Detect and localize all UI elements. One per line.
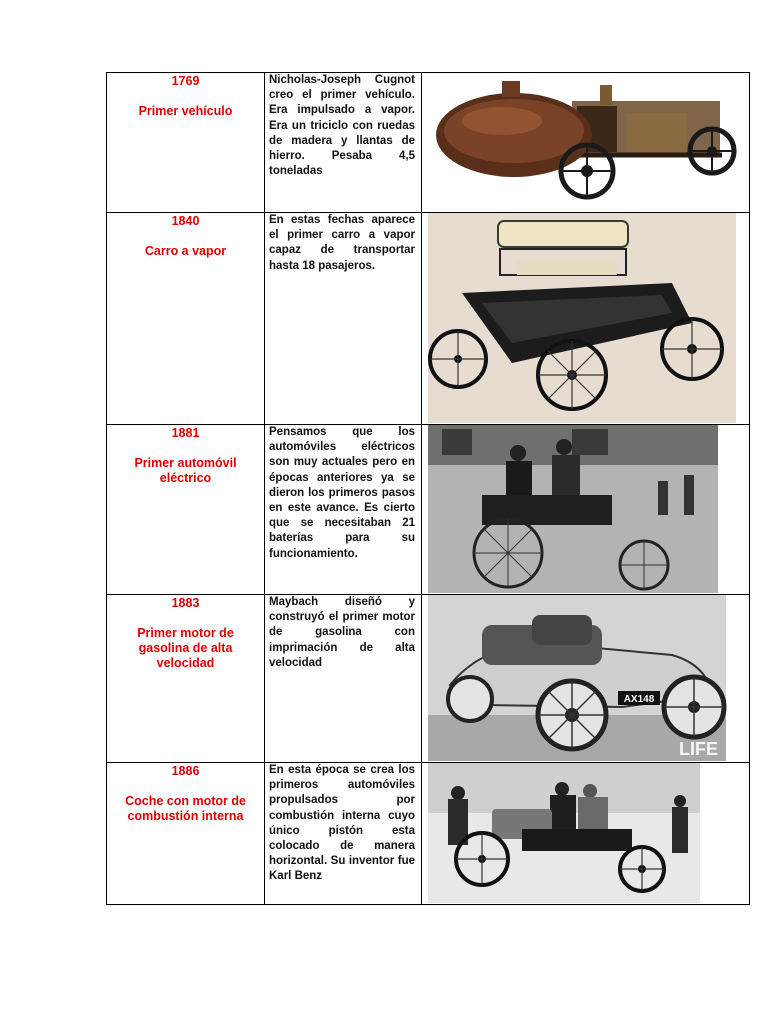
description-cell	[265, 595, 422, 763]
row-description: En esta época se crea los primeros automóviles propulsados por combustión interna cuyo único pistón esta colocado de manera horizontal. Su inventor fue Karl Benz	[269, 764, 415, 883]
row-description: Nicholas-Joseph Cugnot creo el primer vehículo. Era impulsado a vapor. Era un triciclo con ruedas de madera y llantas de hierro. Pesaba 4,5 toneladas	[269, 74, 415, 178]
row-title: Carro a vapor	[144, 244, 227, 258]
steam-carriage-image	[422, 213, 749, 423]
year-cell	[107, 213, 265, 425]
table-row	[107, 425, 750, 595]
row-description: En estas fechas aparece el primer carro a vapor capaz de transportar hasta 18 pasajeros.	[269, 214, 415, 272]
row-title: Coche con motor de combustión interna	[125, 794, 246, 823]
license-plate: AX148	[623, 694, 655, 705]
electric-car-photo	[422, 425, 749, 593]
description-cell	[265, 763, 422, 905]
description-cell	[265, 425, 422, 595]
history-table	[106, 72, 750, 905]
table-row	[107, 73, 750, 213]
table-row	[107, 763, 750, 905]
benz-motorwagen-photo	[422, 763, 749, 903]
row-year: 1840	[171, 214, 200, 228]
cugnot-steam-tricycle-image	[422, 73, 749, 211]
life-watermark: LIFE	[679, 739, 718, 759]
description-cell	[265, 73, 422, 213]
row-year: 1769	[171, 74, 200, 88]
image-cell	[422, 73, 750, 213]
row-year: 1886	[171, 764, 200, 778]
image-cell	[422, 213, 750, 425]
maybach-car-photo	[422, 595, 749, 761]
description-cell	[265, 213, 422, 425]
row-year: 1883	[171, 596, 200, 610]
row-title: Primer motor de gasolina de alta velocidad	[137, 626, 234, 670]
year-cell	[107, 595, 265, 763]
row-title: Primer automóvil eléctrico	[134, 456, 237, 485]
year-cell	[107, 425, 265, 595]
image-cell	[422, 425, 750, 595]
row-description: Pensamos que los automóviles eléctricos son muy actuales pero en épocas anteriores ya se dieron los primeros pasos en este avance. Es cierto que se necesitaban 21 baterías para su funcionamiento.	[269, 426, 415, 560]
image-cell	[422, 595, 750, 763]
year-cell	[107, 73, 265, 213]
row-year: 1881	[171, 426, 200, 440]
table-row	[107, 213, 750, 425]
year-cell	[107, 763, 265, 905]
row-description: Maybach diseñó y construyó el primer motor de gasolina con imprimación de alta velocidad	[269, 596, 415, 669]
table-row	[107, 595, 750, 763]
row-title: Primer vehículo	[138, 104, 233, 118]
image-cell	[422, 763, 750, 905]
